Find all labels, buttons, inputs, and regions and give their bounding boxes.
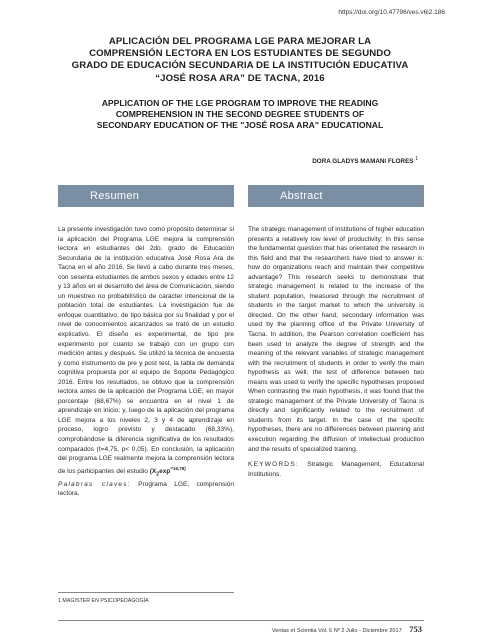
- title-en-line: COMPREHENSION IN THE SECOND DEGREE STUDENTS OF: [115, 109, 365, 119]
- keywords-label: Palabras claves:: [58, 480, 131, 488]
- abstract-header: Abstract: [248, 185, 424, 207]
- page-number: 753: [409, 624, 422, 634]
- title-es-line: “JOSÉ ROSA ARA” DE TACNA, 2016: [155, 72, 325, 84]
- doi-link[interactable]: https://doi.org/10.47796/ves.v6i2.186: [338, 9, 445, 16]
- title-english: [55, 98, 425, 131]
- title-en-line: SECONDARY EDUCATION OF THE "JOSÉ ROSA ARA" EDUCATIONAL: [96, 120, 384, 130]
- keywords-text: Strategic Management, Educational Institutions.: [248, 461, 424, 478]
- journal-info: Ventas et Scientia Vol. 6 Nº 2 Julio - Diciembre 2017: [271, 628, 402, 634]
- resumen-header: Resumen: [58, 185, 234, 207]
- abstract-body: The strategic management of institutions of higher education presents a relatively low level of productivity; In this sense the fundamental question that has orientated the research in this field and that the researchers have tried to answer is: how do organizations reach and maintain their competitive advantage? This research seeks to demonstrate that strategic management is related to the increase of the student population, measured through the recruitment of students in the target market to which the university is directed. On the other hand, secondary information was used by the planning office of the Private University of Tacna. In addition, the Pearson correlation coefficient has been used to analyze the degree of strength and the meaning of the relevant variables of strategic management with the recruitment of students in order to verify the main hypothesis as well, the test of difference between two means was used to verify the specific hypotheses proposed When contrasting the main hypothesis, it was found that the strategic management of the Private University of Tacna is directly and significantly related to the recruitment of students from its target. In the case of the specific hypotheses, there are no differences between planning and execution regarding the diffusion of intellectual production and the results of specialized training.: [248, 226, 424, 453]
- title-es-line: GRADO DE EDUCACIÓN SECUNDARIA DE LA INSTITUCIÓN EDUCATIVA: [71, 60, 409, 72]
- footer-divider: [58, 620, 424, 621]
- author-footnote-marker: 1: [415, 156, 418, 162]
- keywords-text: Programa LGE, comprensión lectora.: [58, 480, 234, 498]
- resumen-text: La presente investigación tuvo como propósito determinar si la aplicación del Programa LGE mejora la comprensión lectora en estudiantes del 2do. grado de Educación Secundaria de la institución educativa José Rosa Ara de Tacna en el año 2016. Se llevó a cabo durante tres meses, con sesenta estudiantes de ambos sexos y edades entre 12 y 13 años en el desarrollo del área de Comunicación, siendo un muestreo no probabilístico de carácter intencional de la población total de estudiantes. La investigación fue de enfoque cuantitativo, de tipo básica por su finalidad y por el nivel de conocimientos alcanzados se trató de un estudio explicativo. El diseño es experimental, de tipo pre experimento por cuanto se trabajó con un grupo con medición antes y después. Se utilizó la técnica de encuesta y como instrumento de pre y post test, la tabla de demanda cognitiva propuesta por el equipo de Soporte Pedagógico 2016. Entre los resultados, se obtuvo que la comprensión lectora antes de la aplicación del Programa LGE, en mayor porcentaje (68,67%) se encuentra en el nivel 1 de aprendizaje en inicio; y, luego de la aplicación del programa LGE mejora a los niveles 2, 3 y 4 de aprendizaje en proceso, logro previsto y destacado (68,33%), comprobándose la diferencia significativa de los resultados comparados (t=4,75, p< 0,05). En conclusión, la aplicación del programa LGE realmente mejora la comprensión lectora de los participantes del estudio: [58, 226, 234, 475]
- resumen-column: [58, 225, 234, 499]
- title-es-line: APLICACIÓN DEL PROGRAMA LGE PARA MEJORAR LA: [108, 36, 372, 47]
- keywords-label: KEYWORDS:: [248, 461, 299, 469]
- resumen-keywords: [58, 480, 234, 499]
- author-name: DORA GLADYS MAMANI FLORES: [312, 158, 414, 166]
- abstract-keywords: [248, 460, 424, 479]
- title-es-line: COMPRENSIÓN LECTORA EN LOS ESTUDIANTES DE SEGUNDO: [89, 48, 391, 60]
- statistic: ($X_2\exp^{=16,78)}$: [149, 465, 186, 478]
- resumen-body: [58, 225, 234, 480]
- page-footer: [272, 624, 422, 634]
- title-spanish: [40, 36, 440, 85]
- footnote: 1 MAGISTER EN PSICOPEDAGOGÍA: [58, 598, 149, 604]
- footnote-divider: [58, 592, 234, 593]
- author-line: [312, 156, 418, 165]
- title-en-line: APPLICATION OF THE LGE PROGRAM TO IMPROVE THE READING: [101, 98, 379, 108]
- abstract-column: [248, 225, 424, 479]
